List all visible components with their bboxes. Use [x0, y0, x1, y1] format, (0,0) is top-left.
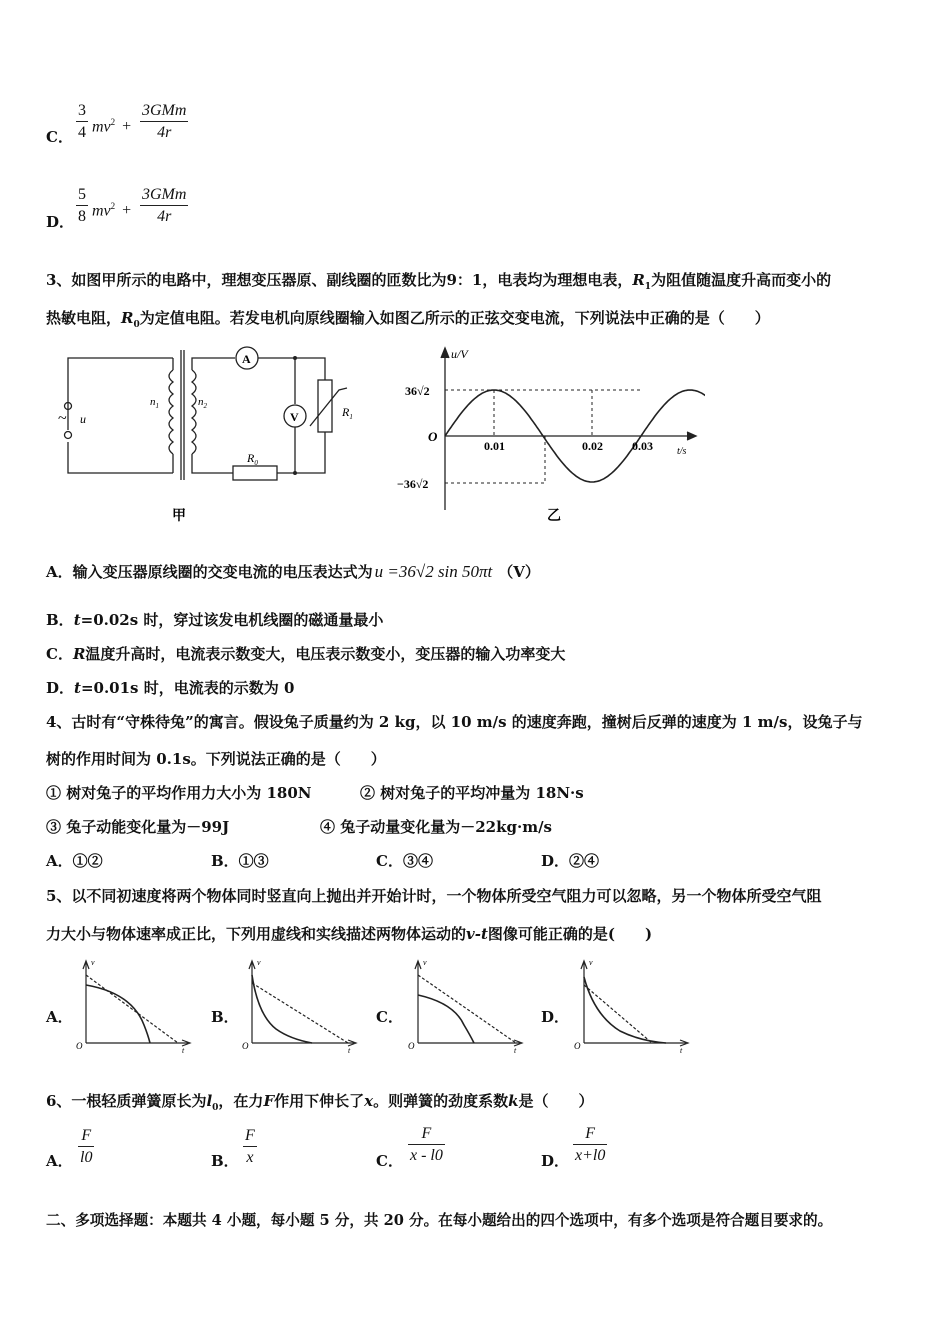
q3-option-a: A．输入变压器原线圈的交变电流的电压表达式为 u =36√2 sin 50πt （V）: [46, 562, 540, 581]
frac-den: 4r: [157, 208, 172, 225]
q4-option-a: A．①②: [46, 852, 103, 870]
q6-option-c-fraction: F x - l0: [410, 1125, 443, 1164]
q2-d-fraction-2: [140, 186, 188, 226]
sine-graph-yi: [395, 340, 705, 530]
frac-num: 5: [78, 186, 86, 203]
svg-text:t: t: [514, 1046, 517, 1055]
q4-option-c: C．③④: [376, 852, 433, 870]
q6-option-d-label: D．: [541, 1152, 570, 1170]
figure-caption-jia: 甲: [172, 509, 186, 524]
q3-option-c: C．R温度升高时，电流表示数变大，电压表示数变小，变压器的输入功率变大: [46, 645, 566, 663]
vt-graph-a: [72, 955, 197, 1055]
svg-text:v: v: [91, 958, 95, 967]
svg-text:v: v: [589, 958, 593, 967]
q4-stem-line2: 树的作用时间为 0.1s。下列说法正确的是（ ）: [46, 750, 386, 768]
q3-option-d: D．t=0.01s 时，电流表的示数为 0: [46, 679, 295, 697]
svg-text:t: t: [182, 1046, 185, 1055]
y-axis-label: u/V: [451, 347, 468, 361]
q5-stem-line1: 5、以不同初速度将两个物体同时竖直向上抛出并开始计时，一个物体所受空气阻力可以忽略，另一个物体所受空气阻: [46, 887, 822, 905]
q6-option-b-fraction: F x: [245, 1127, 255, 1166]
q2-c-fraction-2: [140, 102, 188, 142]
circuit-label-r1: $R_1$: [342, 405, 353, 421]
q3-stem-line1: 3、如图甲所示的电路中，理想变压器原、副线圈的匝数比为9：1，电表均为理想电表，$R_1$为阻值随温度升高而变小的: [46, 271, 832, 292]
q4-statement-1: ① 树对兔子的平均作用力大小为 180N: [46, 784, 312, 802]
ammeter-icon: A: [242, 352, 251, 366]
x-axis-label: t/s: [677, 446, 687, 457]
y-tick-top: 36√2: [405, 384, 430, 398]
origin-label: O: [428, 429, 438, 444]
q5-option-d-label: D．: [541, 1008, 570, 1026]
q6-option-a-fraction: F l0: [80, 1127, 93, 1166]
q6-stem: 6、一根轻质弹簧原长为$l_0$，在力F作用下伸长了x。则弹簧的劲度系数k是（ ）: [46, 1092, 594, 1113]
circuit-diagram-jia: [55, 340, 375, 530]
q6-option-b-label: B．: [211, 1152, 239, 1170]
q4-option-b: B．①③: [211, 852, 269, 870]
svg-text:v: v: [423, 958, 427, 967]
ac-source-icon: ~: [58, 410, 67, 427]
circuit-label-r0: $R_0$: [247, 451, 258, 467]
svg-text:O: O: [76, 1041, 83, 1051]
circuit-label-u: u: [80, 412, 86, 426]
q3-stem-line2: 热敏电阻，$R_0$为定值电阻。若发电机向原线圈输入如图乙所示的正弦交变电流，下列说法中正确的是（ ）: [46, 309, 770, 330]
circuit-label-n2: $n_2$: [198, 396, 207, 410]
svg-text:O: O: [574, 1041, 581, 1051]
q2-d-term: $mv^2$ +: [92, 201, 132, 220]
svg-text:t: t: [680, 1046, 683, 1055]
q6-option-c-label: C．: [376, 1152, 403, 1170]
frac-num: 3: [78, 102, 86, 119]
x-tick-3: 0.03: [632, 439, 653, 453]
figure-caption-yi: 乙: [547, 509, 561, 524]
y-tick-bottom: −36√2: [397, 477, 429, 491]
frac-den: 8: [78, 208, 86, 225]
svg-text:v: v: [257, 958, 261, 967]
q4-statement-4: ④ 兔子动量变化量为－22kg·m/s: [320, 818, 552, 836]
circuit-label-n1: $n_1$: [150, 396, 159, 410]
q4-stem-line1: 4、古时有“守株待兔”的寓言。假设兔子质量约为 2 kg，以 10 m/s 的速度奔跑，撞树后反弹的速度为 1 m/s，设兔子与: [46, 713, 863, 731]
frac-den: 4r: [157, 124, 172, 141]
q6-option-d-fraction: F x+l0: [575, 1125, 606, 1164]
svg-text:O: O: [242, 1041, 249, 1051]
q2-c-term: $mv^2$ +: [92, 117, 132, 136]
q5-stem-line2: 力大小与物体速率成正比，下列用虚线和实线描述两物体运动的v-t图像可能正确的是( ): [46, 925, 653, 943]
svg-text:O: O: [408, 1041, 415, 1051]
q5-option-a-label: A．: [46, 1008, 73, 1026]
vt-graph-c: [404, 955, 529, 1055]
vt-graph-d: [570, 955, 695, 1055]
q5-option-b-label: B．: [211, 1008, 239, 1026]
q2-d-fraction-1: [76, 186, 88, 226]
x-tick-2: 0.02: [582, 439, 603, 453]
q5-option-c-label: C．: [376, 1008, 403, 1026]
q4-statement-2: ② 树对兔子的平均冲量为 18N·s: [360, 784, 584, 802]
q2-option-c-label: C．: [46, 128, 73, 146]
q2-c-fraction-1: [76, 102, 88, 142]
voltmeter-icon: V: [290, 410, 299, 424]
q4-option-d: D．②④: [541, 852, 600, 870]
q2-option-d-label: D．: [46, 213, 75, 231]
q4-statement-3: ③ 兔子动能变化量为－99J: [46, 818, 230, 836]
x-tick-1: 0.01: [484, 439, 505, 453]
frac-den: 4: [78, 124, 86, 141]
svg-text:t: t: [348, 1046, 351, 1055]
frac-num: 3GMm: [142, 186, 187, 203]
vt-graph-b: [238, 955, 363, 1055]
q6-option-a-label: A．: [46, 1152, 73, 1170]
voltage-formula: u =36√2 sin 50πt: [374, 562, 493, 581]
section-2-heading: 二、多项选择题：本题共 4 小题，每小题 5 分，共 20 分。在每小题给出的四个选项中，有多个选项是符合题目要求的。: [46, 1212, 833, 1229]
frac-num: 3GMm: [142, 102, 187, 119]
q3-option-b: B．t=0.02s 时，穿过该发电机线圈的磁通量最小: [46, 611, 384, 629]
